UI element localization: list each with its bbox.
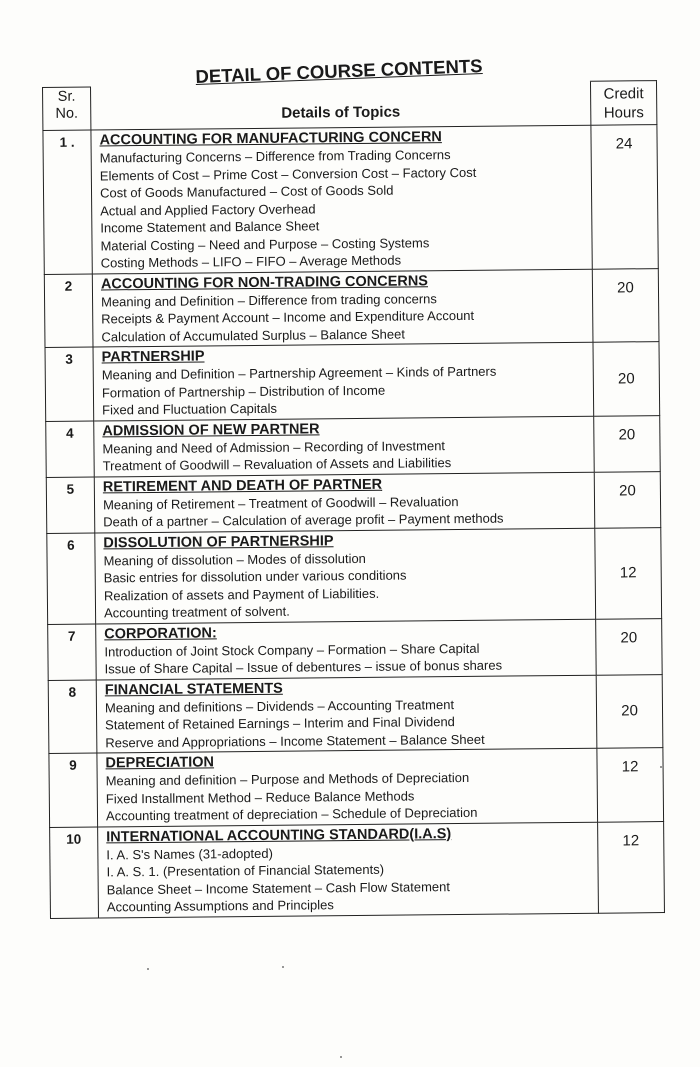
credit-hours: 20 xyxy=(596,674,663,748)
topic-line: Accounting treatment of depreciation – Schedule of Depreciation xyxy=(105,804,478,824)
topic-cell xyxy=(91,125,592,273)
credit-hours: 12 xyxy=(595,527,662,619)
topic-line: Realization of assets and Payment of Liabilities. xyxy=(103,585,380,603)
credit-hours: 24 xyxy=(591,125,658,269)
topic-line: Manufacturing Concerns – Difference from Trading Concerns xyxy=(99,147,451,166)
table-row xyxy=(46,415,661,477)
serial-number: 8 xyxy=(48,680,97,754)
credit-hours: 12 xyxy=(598,821,665,913)
header-sr-no xyxy=(43,87,91,131)
topic-line: Accounting Assumptions and Principles xyxy=(106,897,334,915)
topic-line: I. A. S's Names (31-adopted) xyxy=(106,845,273,862)
table-row xyxy=(48,674,663,753)
topic-line: Introduction of Joint Stock Company – Formation – Share Capital xyxy=(104,640,480,659)
table-row xyxy=(44,268,659,347)
topic-line: Receipts & Payment Account – Income and Expenditure Account xyxy=(101,307,475,327)
serial-number: 3 xyxy=(45,347,94,421)
scan-speck xyxy=(282,966,284,968)
topic-line: Meaning and Need of Admission – Recording of Investment xyxy=(102,437,446,456)
topic-title: DEPRECIATION xyxy=(105,754,215,772)
topic-title: CORPORATION: xyxy=(104,624,217,642)
topic-title: PARTNERSHIP xyxy=(101,348,205,366)
credit-hours: 20 xyxy=(594,415,661,472)
serial-number: 4 xyxy=(46,421,95,477)
topic-title: ADMISSION OF NEW PARTNER xyxy=(102,420,320,439)
topic-line: Elements of Cost – Prime Cost – Conversion Cost – Factory Cost xyxy=(99,164,477,183)
header-credit-hours xyxy=(590,81,656,126)
topic-cell xyxy=(96,675,597,753)
topic-line: Balance Sheet – Income Statement – Cash Flow Statement xyxy=(106,878,451,897)
course-contents-table xyxy=(42,80,665,918)
table-row xyxy=(45,342,660,421)
topic-line: Fixed Installment Method – Reduce Balance Methods xyxy=(105,787,415,806)
table-row xyxy=(48,618,663,680)
serial-number: 6 xyxy=(47,533,96,624)
table-body xyxy=(43,125,665,918)
serial-number: 2 xyxy=(44,274,93,348)
serial-number: 9 xyxy=(49,753,98,827)
topic-line: Cost of Goods Manufactured – Cost of Goods Sold xyxy=(99,182,394,201)
topic-line: Formation of Partnership – Distribution of Income xyxy=(101,382,386,400)
topic-line: Meaning and definitions – Dividends – Accounting Treatment xyxy=(104,696,455,715)
topic-title: ACCOUNTING FOR NON-TRADING CONCERNS xyxy=(100,272,429,292)
topic-cell xyxy=(94,472,595,533)
table-row xyxy=(43,125,658,274)
header-credit-line1: Credit xyxy=(603,85,644,103)
topic-line: Meaning and definition – Purpose and Methods of Depreciation xyxy=(105,769,470,789)
credit-hours: 20 xyxy=(596,618,663,675)
table-row xyxy=(50,821,665,918)
topic-title: ACCOUNTING FOR MANUFACTURING CONCERN xyxy=(99,129,442,149)
topic-line: Costing Methods – LIFO – FIFO – Average Methods xyxy=(100,252,402,271)
topic-line: Accounting treatment of solvent. xyxy=(103,603,290,621)
credit-hours: 20 xyxy=(592,268,659,342)
credit-hours: 20 xyxy=(593,342,660,416)
scan-speck xyxy=(147,968,149,970)
header-sr-line1: Sr. xyxy=(57,88,76,105)
topic-title: RETIREMENT AND DEATH OF PARTNER xyxy=(102,476,383,495)
topic-line: Meaning of dissolution – Modes of dissolution xyxy=(103,550,366,568)
topic-line: Statement of Retained Earnings – Interim and Final Dividend xyxy=(105,714,455,733)
topic-line: Basic entries for dissolution under various conditions xyxy=(103,567,407,586)
credit-hours: 12 xyxy=(597,748,664,822)
serial-number: 10 xyxy=(50,827,99,918)
serial-number: 5 xyxy=(46,477,95,533)
topic-line: Income Statement and Balance Sheet xyxy=(100,218,320,236)
topic-cell xyxy=(96,619,597,680)
topic-cell xyxy=(92,269,593,347)
topic-cell xyxy=(97,748,598,826)
topic-line: Meaning of Retirement – Treatment of Goodwill – Revaluation xyxy=(102,493,459,512)
topic-title: INTERNATIONAL ACCOUNTING STANDARD(I.A.S) xyxy=(106,825,452,845)
topic-line: Meaning and Definition – Difference from trading concerns xyxy=(100,290,437,309)
topic-title: FINANCIAL STATEMENTS xyxy=(104,680,283,698)
scan-speck xyxy=(660,766,662,768)
topic-line: Fixed and Fluctuation Capitals xyxy=(102,400,278,418)
topic-cell xyxy=(93,342,594,420)
topic-line: I. A. S. 1. (Presentation of Financial Statements) xyxy=(106,861,385,880)
credit-hours: 20 xyxy=(594,471,661,528)
topic-line: Actual and Applied Factory Overhead xyxy=(100,200,316,218)
topic-line: Meaning and Definition – Partnership Agreement – Kinds of Partners xyxy=(101,363,497,383)
course-contents-sheet xyxy=(42,80,664,918)
topic-line: Treatment of Goodwill – Revaluation of Assets and Liabilities xyxy=(102,455,452,474)
table-row xyxy=(46,471,661,533)
topic-line: Material Costing – Need and Purpose – Costing Systems xyxy=(100,234,430,253)
topic-cell xyxy=(94,416,595,477)
header-sr-line2: No. xyxy=(55,105,79,122)
header-credit-line2: Hours xyxy=(603,104,644,122)
table-row xyxy=(47,527,662,624)
topic-line: Issue of Share Capital – Issue of debentures – issue of bonus shares xyxy=(104,657,503,677)
scan-speck xyxy=(340,1056,342,1058)
serial-number: 1 . xyxy=(43,130,92,274)
topic-title: DISSOLUTION OF PARTNERSHIP xyxy=(103,532,334,551)
document-title: DETAIL OF COURSE CONTENTS xyxy=(195,54,483,88)
table-row xyxy=(49,748,664,827)
header-details-of-topics: Details of Topics xyxy=(91,81,591,130)
topic-line: Reserve and Appropriations – Income Statement – Balance Sheet xyxy=(105,731,485,750)
topic-line: Death of a partner – Calculation of average profit – Payment methods xyxy=(103,510,504,530)
topic-line: Calculation of Accumulated Surplus – Balance Sheet xyxy=(101,326,405,344)
serial-number: 7 xyxy=(48,624,97,680)
topic-cell xyxy=(95,528,596,624)
topic-cell xyxy=(98,822,599,918)
